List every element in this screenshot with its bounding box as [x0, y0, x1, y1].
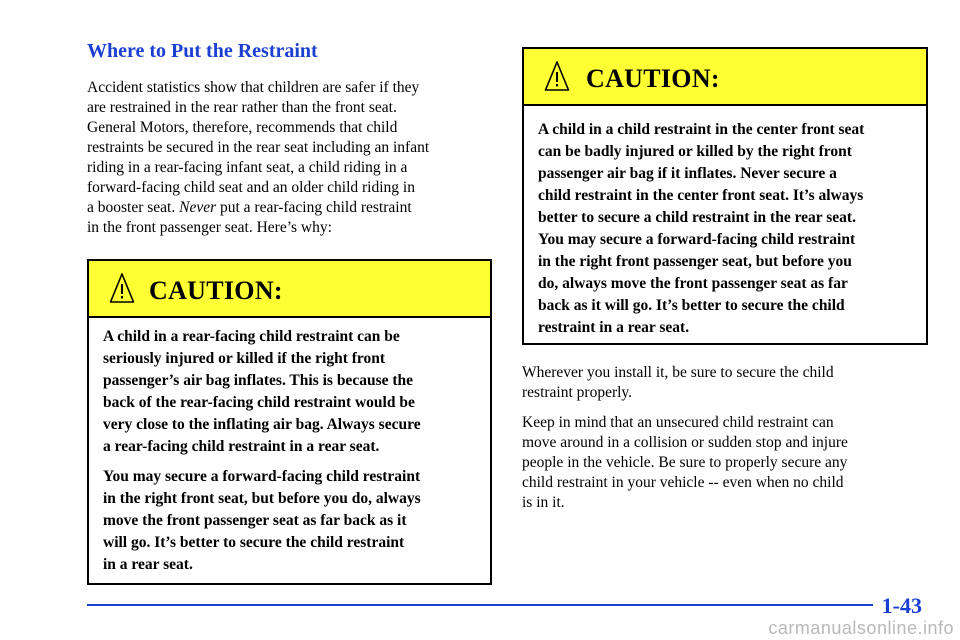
text-line: very close to the inflating air bag. Always secure	[103, 416, 421, 433]
text-line: move the front passenger seat as far back as it	[103, 512, 407, 529]
caution-title: CAUTION:	[586, 64, 720, 93]
text-line: seriously injured or killed if the right front	[103, 350, 386, 367]
caution-body	[524, 106, 926, 339]
text-line: do, always move the front passenger seat as far	[538, 275, 848, 292]
text-line: forward-facing child seat and an older child riding in	[87, 179, 415, 196]
caution-title: CAUTION:	[149, 276, 283, 305]
text-line: You may secure a forward-facing child restraint	[103, 468, 421, 485]
text-line: General Motors, therefore, recommends that child	[87, 119, 398, 136]
text-line: back as it will go. It’s better to secure the child	[538, 297, 845, 314]
unsecured-paragraph	[522, 413, 928, 513]
intro-paragraph	[87, 78, 492, 238]
text-line: You may secure a forward-facing child restraint	[538, 231, 856, 248]
text-line: child restraint in your vehicle -- even when no child	[522, 474, 844, 491]
caution-header	[89, 261, 490, 318]
text-line: restraint properly.	[522, 384, 633, 401]
text-line: A child in a rear-facing child restraint can be	[103, 328, 400, 345]
text-line: Keep in mind that an unsecured child restraint can	[522, 414, 834, 431]
text-line: A child in a child restraint in the center front seat	[538, 121, 865, 138]
text-line: restraints be secured in the rear seat including an infant	[87, 139, 430, 156]
text-line: Accident statistics show that children are safer if they	[87, 79, 420, 96]
text-line: are restrained in the rear rather than the front seat.	[87, 99, 397, 116]
caution-body	[89, 318, 490, 576]
text-line: in a rear seat.	[103, 556, 193, 573]
left-column	[87, 38, 492, 585]
text-line: in the right front passenger seat, but before you	[538, 253, 852, 270]
text-line: passenger’s air bag inflates. This is because the	[103, 372, 414, 389]
text-line: in the right front seat, but before you do, always	[103, 490, 421, 507]
emphasis-never: Never	[179, 199, 217, 216]
warning-triangle-icon	[544, 60, 570, 92]
caution-paragraph	[103, 326, 476, 458]
footer-rule	[87, 604, 873, 606]
text-line: can be badly injured or killed by the right front	[538, 143, 852, 160]
watermark-text: carmanualsonline.info	[768, 618, 954, 638]
text-line: people in the vehicle. Be sure to properly secure any	[522, 454, 848, 471]
right-column	[522, 47, 928, 513]
text-line: riding in a rear-facing infant seat, a child riding in a	[87, 159, 408, 176]
caution-box-rear-facing	[87, 259, 492, 585]
warning-triangle-icon	[109, 272, 135, 304]
text-line: a rear-facing child restraint in a rear seat.	[103, 438, 380, 455]
section-heading: Where to Put the Restraint	[87, 40, 318, 62]
install-paragraph	[522, 363, 928, 403]
caution-paragraph	[103, 466, 476, 576]
caution-paragraph	[538, 119, 912, 339]
text-line: move around in a collision or sudden stop and injure	[522, 434, 848, 451]
text-fragment: a booster seat.	[87, 199, 176, 216]
text-line: in the front passenger seat. Here’s why:	[87, 219, 332, 236]
text-line: Wherever you install it, be sure to secure the child	[522, 364, 834, 381]
text-line: back of the rear-facing child restraint would be	[103, 394, 415, 411]
after-text	[522, 363, 928, 513]
text-line: better to secure a child restraint in the rear seat.	[538, 209, 856, 226]
text-line: restraint in a rear seat.	[538, 319, 690, 336]
page-number: 1-43	[881, 593, 922, 618]
text-line: child restraint in the center front seat. It’s always	[538, 187, 864, 204]
text-line: passenger air bag if it inflates. Never secure a	[538, 165, 837, 182]
text-line	[87, 198, 492, 218]
caution-header	[524, 49, 926, 106]
text-line: is in it.	[522, 494, 565, 511]
text-fragment: put a rear-facing child restraint	[220, 199, 412, 216]
text-line: will go. It’s better to secure the child restraint	[103, 534, 405, 551]
caution-box-center-seat	[522, 47, 928, 345]
